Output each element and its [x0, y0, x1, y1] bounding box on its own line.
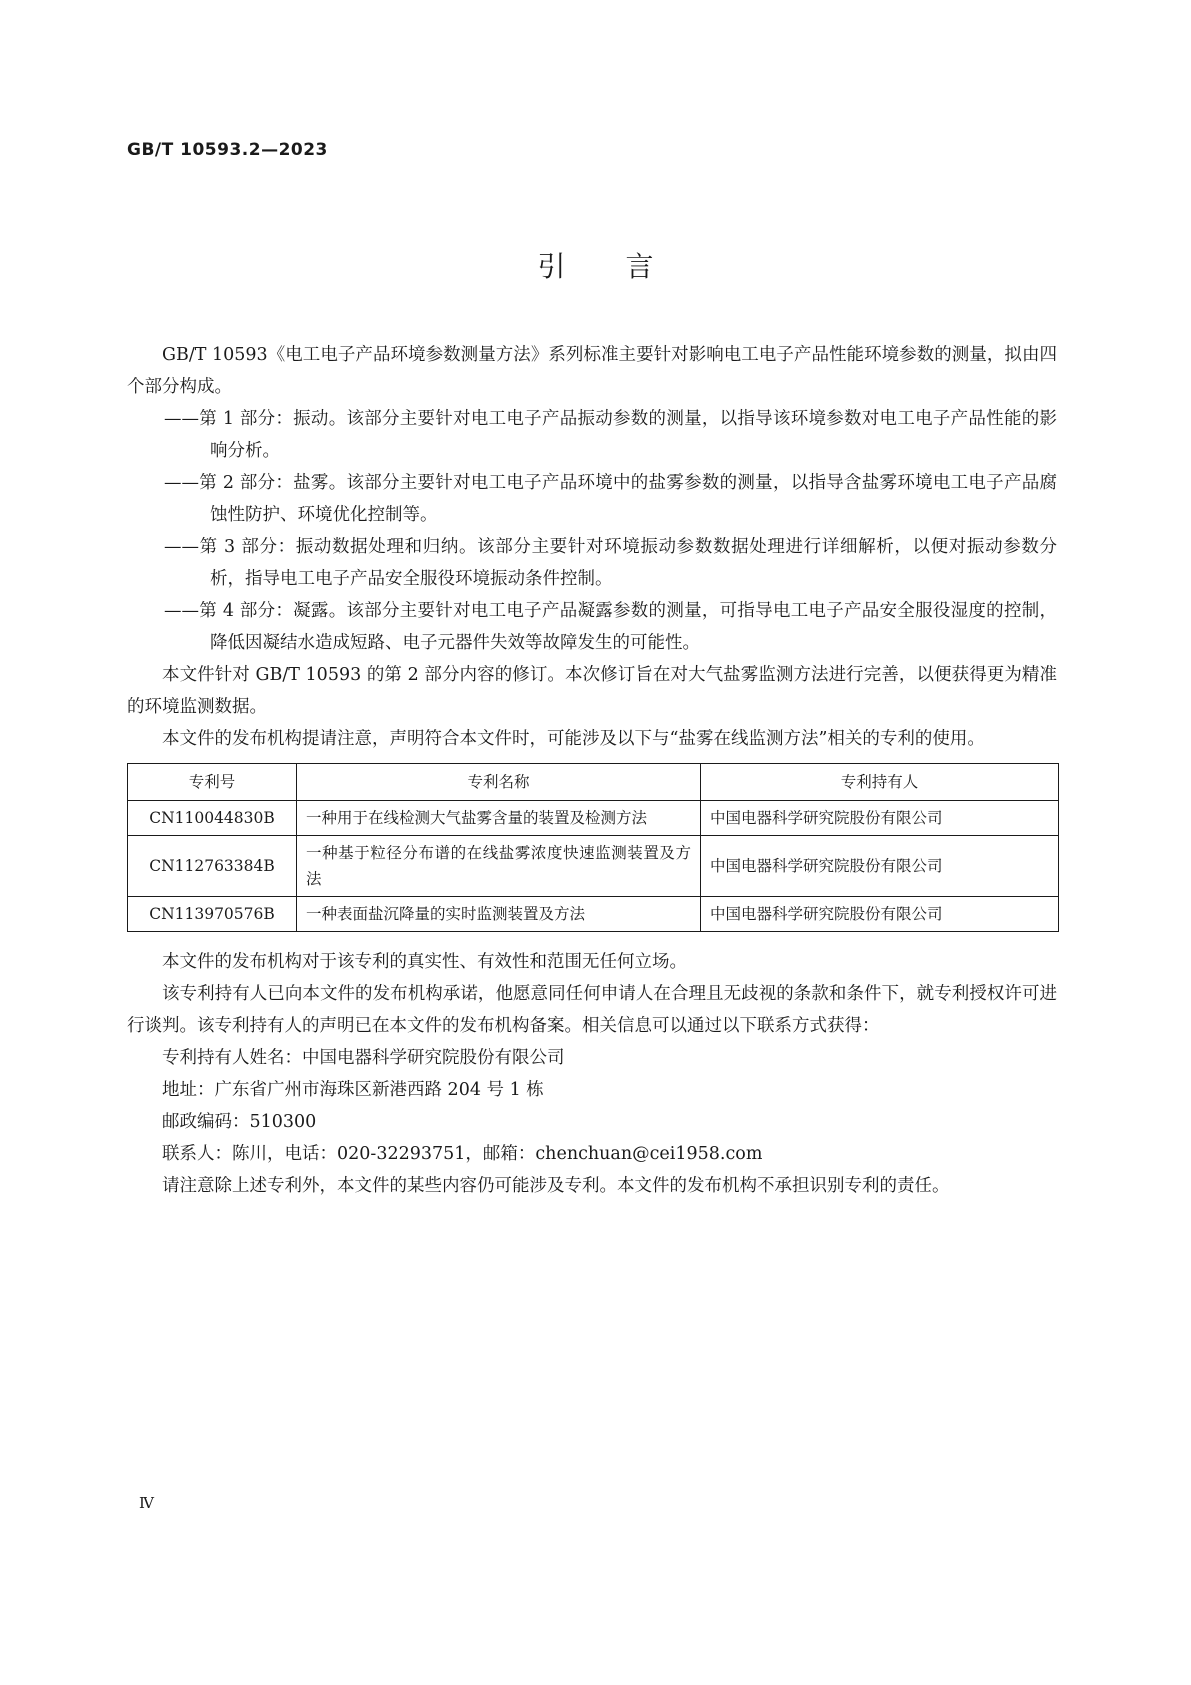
standard-id: GB/T 10593.2—2023	[127, 140, 328, 160]
patent-number-cell: CN112763384B	[128, 836, 297, 897]
list-item-part-1: ——第 1 部分：振动。该部分主要针对电工电子产品振动参数的测量，以指导该环境参数对电工电子产品性能的影响分析。	[164, 409, 1057, 461]
patent-name-cell: 一种表面盐沉降量的实时监测装置及方法	[297, 897, 701, 932]
patent-number-cell: CN110044830B	[128, 801, 297, 836]
table-row	[128, 801, 1059, 836]
page-number: Ⅳ	[139, 1494, 154, 1512]
disclaimer-paragraph: 请注意除上述专利外，本文件的某些内容仍可能涉及专利。本文件的发布机构不承担识别专利的责任。	[162, 1176, 950, 1196]
table-header-row	[128, 764, 1059, 801]
patent-holder-cell: 中国电器科学研究院股份有限公司	[701, 836, 1059, 897]
revision-paragraph: 本文件针对 GB/T 10593 的第 2 部分内容的修订。本次修订旨在对大气盐雾监测方法进行完善，以便获得更为精准的环境监测数据。	[127, 665, 1057, 717]
table-row	[128, 836, 1059, 897]
document-body	[127, 339, 1057, 1202]
table-row	[128, 897, 1059, 932]
intro-paragraph: GB/T 10593《电工电子产品环境参数测量方法》系列标准主要针对影响电工电子产品性能环境参数的测量，拟由四个部分构成。	[127, 345, 1057, 397]
patent-number-cell: CN113970576B	[128, 897, 297, 932]
patent-holder-cell: 中国电器科学研究院股份有限公司	[701, 897, 1059, 932]
licensing-paragraph: 该专利持有人已向本文件的发布机构承诺，他愿意同任何申请人在合理且无歧视的条款和条件下，就专利授权许可进行谈判。该专利持有人的声明已在本文件的发布机构备案。相关信息可以通过以下联系方式获得：	[127, 984, 1057, 1036]
patent-notice-paragraph: 本文件的发布机构提请注意，声明符合本文件时，可能涉及以下与“盐雾在线监测方法”相关的专利的使用。	[162, 729, 985, 749]
patent-name-cell: 一种基于粒径分布谱的在线盐雾浓度快速监测装置及方法	[297, 836, 701, 897]
postcode-line: 邮政编码：510300	[162, 1112, 317, 1132]
page-title: 引言	[537, 250, 714, 283]
list-item-part-4: ——第 4 部分：凝露。该部分主要针对电工电子产品凝露参数的测量，可指导电工电子产品安全服役湿度的控制，降低因凝结水造成短路、电子元器件失效等故障发生的可能性。	[164, 601, 1057, 653]
patent-holder-cell: 中国电器科学研究院股份有限公司	[701, 801, 1059, 836]
column-header-patent-name: 专利名称	[297, 764, 701, 801]
position-statement-paragraph: 本文件的发布机构对于该专利的真实性、有效性和范围无任何立场。	[162, 952, 687, 972]
holder-name-line: 专利持有人姓名：中国电器科学研究院股份有限公司	[162, 1048, 565, 1068]
patent-name-cell: 一种用于在线检测大气盐雾含量的装置及检测方法	[297, 801, 701, 836]
address-line: 地址：广东省广州市海珠区新港西路 204 号 1 栋	[162, 1080, 544, 1100]
column-header-patent-number: 专利号	[128, 764, 297, 801]
contact-line: 联系人：陈川，电话：020-32293751，邮箱：chenchuan@cei1958.com	[162, 1144, 763, 1164]
patent-table	[127, 763, 1059, 932]
column-header-patent-holder: 专利持有人	[701, 764, 1059, 801]
list-item-part-3: ——第 3 部分：振动数据处理和归纳。该部分主要针对环境振动参数数据处理进行详细解析，以便对振动参数分析，指导电工电子产品安全服役环境振动条件控制。	[164, 537, 1057, 589]
list-item-part-2: ——第 2 部分：盐雾。该部分主要针对电工电子产品环境中的盐雾参数的测量，以指导含盐雾环境电工电子产品腐蚀性防护、环境优化控制等。	[164, 473, 1057, 525]
